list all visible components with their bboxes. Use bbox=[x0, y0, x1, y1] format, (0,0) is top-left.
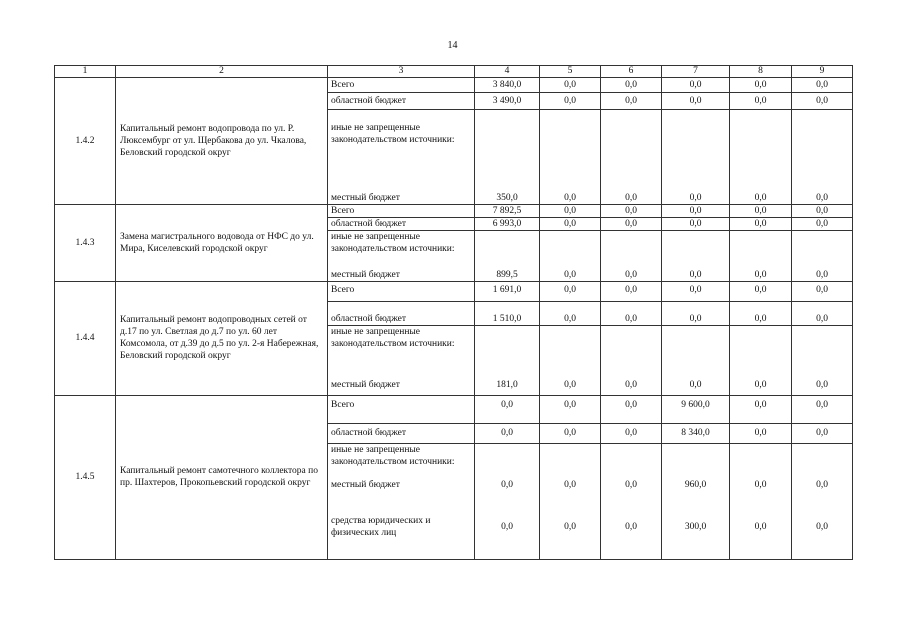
value-cell: 0,0 bbox=[730, 268, 792, 281]
value-cell: 0,0 bbox=[730, 395, 792, 423]
header-row bbox=[55, 66, 853, 78]
value-cell: 0,0 bbox=[475, 515, 540, 559]
value-cell: 0,0 bbox=[540, 379, 601, 395]
value-cell: 0,0 bbox=[540, 217, 601, 230]
value-cell: 0,0 bbox=[540, 93, 601, 110]
source-label: областной бюджет bbox=[328, 423, 475, 443]
header-cell: 5 bbox=[540, 66, 601, 78]
value-cell: 0,0 bbox=[792, 379, 853, 395]
header-cell: 4 bbox=[475, 66, 540, 78]
source-label: Всего bbox=[328, 281, 475, 301]
value-cell: 0,0 bbox=[475, 395, 540, 423]
value-cell: 0,0 bbox=[792, 93, 853, 110]
value-cell: 960,0 bbox=[662, 479, 730, 515]
value-cell: 0,0 bbox=[540, 479, 601, 515]
value-cell: 899,5 bbox=[475, 268, 540, 281]
value-cell: 0,0 bbox=[540, 423, 601, 443]
table-row bbox=[55, 395, 853, 423]
value-cell: 7 892,5 bbox=[475, 204, 540, 217]
value-cell: 0,0 bbox=[601, 281, 662, 301]
value-cell bbox=[601, 230, 662, 268]
section-code: 1.4.2 bbox=[55, 78, 116, 205]
header-cell: 3 bbox=[328, 66, 475, 78]
header-cell: 9 bbox=[792, 66, 853, 78]
value-cell: 0,0 bbox=[730, 423, 792, 443]
source-label: иные не запрещенные законодательством источники: bbox=[328, 443, 475, 479]
value-cell: 0,0 bbox=[792, 281, 853, 301]
header-cell: 7 bbox=[662, 66, 730, 78]
value-cell: 0,0 bbox=[601, 93, 662, 110]
value-cell: 0,0 bbox=[601, 268, 662, 281]
value-cell: 0,0 bbox=[475, 479, 540, 515]
value-cell bbox=[540, 110, 601, 192]
header-cell: 6 bbox=[601, 66, 662, 78]
value-cell: 0,0 bbox=[792, 192, 853, 205]
value-cell: 0,0 bbox=[601, 192, 662, 205]
value-cell bbox=[601, 443, 662, 479]
value-cell: 0,0 bbox=[662, 301, 730, 325]
value-cell: 9 600,0 bbox=[662, 395, 730, 423]
source-label: иные не запрещенные законодательством источники: bbox=[328, 110, 475, 192]
value-cell: 0,0 bbox=[730, 515, 792, 559]
source-label: областной бюджет bbox=[328, 93, 475, 110]
section-name: Замена магистрального водовода от НФС до ул. Мира, Киселевский городской округ bbox=[116, 204, 328, 281]
value-cell: 0,0 bbox=[792, 515, 853, 559]
table-row bbox=[55, 204, 853, 217]
value-cell: 0,0 bbox=[662, 204, 730, 217]
source-label: Всего bbox=[328, 78, 475, 93]
value-cell: 0,0 bbox=[540, 192, 601, 205]
value-cell bbox=[601, 110, 662, 192]
section-code: 1.4.3 bbox=[55, 204, 116, 281]
source-label: областной бюджет bbox=[328, 217, 475, 230]
value-cell bbox=[475, 110, 540, 192]
header-cell: 1 bbox=[55, 66, 116, 78]
value-cell: 300,0 bbox=[662, 515, 730, 559]
value-cell: 8 340,0 bbox=[662, 423, 730, 443]
value-cell: 0,0 bbox=[662, 379, 730, 395]
value-cell: 0,0 bbox=[730, 281, 792, 301]
section-code: 1.4.5 bbox=[55, 395, 116, 559]
section-name: Капитальный ремонт самотечного коллектора по пр. Шахтеров, Прокопьевский городской округ bbox=[116, 395, 328, 559]
value-cell: 0,0 bbox=[540, 281, 601, 301]
value-cell: 0,0 bbox=[601, 204, 662, 217]
value-cell: 0,0 bbox=[662, 93, 730, 110]
funding-table bbox=[54, 65, 853, 560]
value-cell: 0,0 bbox=[540, 515, 601, 559]
value-cell: 1 691,0 bbox=[475, 281, 540, 301]
table-row bbox=[55, 281, 853, 301]
source-label: иные не запрещенные законодательством источники: bbox=[328, 325, 475, 379]
value-cell: 0,0 bbox=[792, 204, 853, 217]
page-number: 14 bbox=[447, 40, 458, 51]
value-cell: 0,0 bbox=[730, 217, 792, 230]
value-cell: 0,0 bbox=[730, 78, 792, 93]
value-cell bbox=[730, 230, 792, 268]
source-label: местный бюджет bbox=[328, 268, 475, 281]
header-cell: 8 bbox=[730, 66, 792, 78]
value-cell: 0,0 bbox=[730, 192, 792, 205]
value-cell bbox=[792, 443, 853, 479]
value-cell: 3 840,0 bbox=[475, 78, 540, 93]
value-cell: 0,0 bbox=[662, 217, 730, 230]
value-cell bbox=[540, 325, 601, 379]
value-cell bbox=[475, 325, 540, 379]
value-cell bbox=[540, 443, 601, 479]
value-cell bbox=[730, 443, 792, 479]
value-cell: 0,0 bbox=[792, 78, 853, 93]
value-cell bbox=[792, 325, 853, 379]
source-label: местный бюджет bbox=[328, 479, 475, 515]
source-label: местный бюджет bbox=[328, 379, 475, 395]
value-cell: 0,0 bbox=[601, 479, 662, 515]
value-cell: 0,0 bbox=[601, 301, 662, 325]
value-cell: 0,0 bbox=[601, 515, 662, 559]
value-cell bbox=[662, 443, 730, 479]
value-cell: 0,0 bbox=[601, 78, 662, 93]
value-cell: 1 510,0 bbox=[475, 301, 540, 325]
value-cell bbox=[662, 230, 730, 268]
value-cell: 0,0 bbox=[792, 423, 853, 443]
value-cell: 6 993,0 bbox=[475, 217, 540, 230]
value-cell bbox=[662, 110, 730, 192]
value-cell: 0,0 bbox=[475, 423, 540, 443]
source-label: средства юридических и физических лиц bbox=[328, 515, 475, 559]
value-cell: 0,0 bbox=[540, 204, 601, 217]
value-cell: 0,0 bbox=[601, 217, 662, 230]
source-label: Всего bbox=[328, 395, 475, 423]
value-cell: 0,0 bbox=[792, 479, 853, 515]
value-cell bbox=[792, 110, 853, 192]
value-cell: 181,0 bbox=[475, 379, 540, 395]
section-name: Капитальный ремонт водопроводных сетей от д.17 по ул. Светлая до д.7 по ул. 60 лет Комсомола, от д.39 до д.5 по ул. 2-я Набережная, Беловский городской округ bbox=[116, 281, 328, 395]
value-cell bbox=[475, 443, 540, 479]
value-cell: 0,0 bbox=[662, 281, 730, 301]
source-label: местный бюджет bbox=[328, 192, 475, 205]
value-cell: 0,0 bbox=[601, 395, 662, 423]
value-cell: 0,0 bbox=[730, 301, 792, 325]
value-cell bbox=[662, 325, 730, 379]
table-row bbox=[55, 78, 853, 93]
value-cell: 0,0 bbox=[540, 395, 601, 423]
value-cell: 0,0 bbox=[792, 395, 853, 423]
source-label: Всего bbox=[328, 204, 475, 217]
source-label: областной бюджет bbox=[328, 301, 475, 325]
value-cell: 0,0 bbox=[730, 93, 792, 110]
value-cell: 0,0 bbox=[601, 423, 662, 443]
value-cell: 0,0 bbox=[792, 217, 853, 230]
value-cell: 0,0 bbox=[730, 479, 792, 515]
value-cell: 0,0 bbox=[540, 78, 601, 93]
value-cell: 0,0 bbox=[792, 301, 853, 325]
value-cell: 0,0 bbox=[730, 204, 792, 217]
value-cell bbox=[475, 230, 540, 268]
value-cell: 0,0 bbox=[662, 268, 730, 281]
source-label: иные не запрещенные законодательством источники: bbox=[328, 230, 475, 268]
value-cell: 0,0 bbox=[601, 379, 662, 395]
section-name: Капитальный ремонт водопровода по ул. Р. Люксембург от ул. Щербакова до ул. Чкалова, Беловский городской округ bbox=[116, 78, 328, 205]
value-cell: 3 490,0 bbox=[475, 93, 540, 110]
value-cell: 0,0 bbox=[662, 78, 730, 93]
value-cell bbox=[730, 325, 792, 379]
value-cell: 0,0 bbox=[730, 379, 792, 395]
section-code: 1.4.4 bbox=[55, 281, 116, 395]
value-cell bbox=[540, 230, 601, 268]
value-cell: 0,0 bbox=[540, 268, 601, 281]
value-cell: 0,0 bbox=[662, 192, 730, 205]
header-cell: 2 bbox=[116, 66, 328, 78]
value-cell bbox=[730, 110, 792, 192]
value-cell: 350,0 bbox=[475, 192, 540, 205]
value-cell: 0,0 bbox=[792, 268, 853, 281]
value-cell bbox=[601, 325, 662, 379]
value-cell bbox=[792, 230, 853, 268]
value-cell: 0,0 bbox=[540, 301, 601, 325]
